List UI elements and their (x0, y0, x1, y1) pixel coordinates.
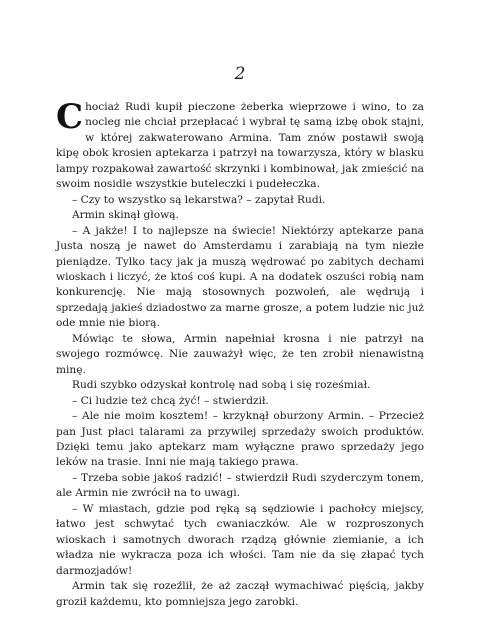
paragraph: Armin tak się rozeźlił, że aż zaczął wymachiwać pięścią, jakby groził każdemu, kto pomniejsza jego zarobki. (56, 580, 424, 608)
paragraph: – A jakże! I to najlepsze na świecie! Niektórzy aptekarze pana Justa noszą je nawet do Amsterdamu i zarabiają na tym niezłe pieniądze. Tylko tacy jak ja muszą wędrować po zabitych dechami wioskach i liczyć, że ktoś coś kupi. A na dodatek oszuści robią nam konkurencję. Nie mają stosownych pozwoleń, ale wędrują i sprzedają jakieś dziadostwo za marne grosze, a potem ludzie nic już ode mnie nie biorą. (56, 224, 424, 330)
paragraph: Chociaż Rudi kupił pieczone żeberka wieprzowe i wino, to za nocleg nie chciał przepłacać i wybrał tę samą izbę obok stajni, w której zakwaterowano Armina. Tam znów postawił swoją kipę obok krosien aptekarza i patrzył na towarzysza, który w blasku lampy rozpakował zawartość skrzynki i kombinował, jak zmieścić na swoim nosidle wszystkie buteleczki i pudełeczka. (56, 97, 424, 191)
drop-cap: C (56, 97, 84, 137)
paragraph: – Ci ludzie też chcą żyć! – stwierdził. (72, 394, 269, 407)
paragraph: – Ale nie moim kosztem! – krzyknął oburzony Armin. – Przecież pan Just płaci talarami za przywilej sprzedaży swoich produktów. Dzięki temu jako aptekarz mam wyłączne prawo sprzedaży jego leków na trasie. Inni nie mają takiego prawa. (56, 410, 424, 469)
paragraph: – W miastach, gdzie pod ręką są sędziowie i pachołcy miejscy, łatwo jest schwytać tych cwaniaczków. Ale w rozproszonych wioskach i samotnych dworach rządzą głównie ziemianie, a ich władza nie wykracza poza ich włości. Tam nie da się złapać tych darmozjadów! (56, 502, 424, 577)
paragraph: – Trzeba sobie jakoś radzić! – stwierdził Rudi szyderczym tonem, ale Armin nie zwrócił na to uwagi. (56, 471, 424, 500)
body-text (56, 97, 424, 610)
paragraph: – Czy to wszystko są lekarstwa? – zapytał Rudi. (72, 193, 326, 206)
paragraph: Rudi szybko odzyskał kontrolę nad sobą i się roześmiał. (72, 379, 371, 392)
paragraph: Mówiąc te słowa, Armin napełniał krosna i nie patrzył na swojego rozmówcę. Nie zauważył więc, że ten zrobił nienawistną minę. (56, 332, 424, 376)
chapter-number: 2 (234, 64, 246, 84)
paragraph: Armin skinął głową. (72, 209, 179, 222)
